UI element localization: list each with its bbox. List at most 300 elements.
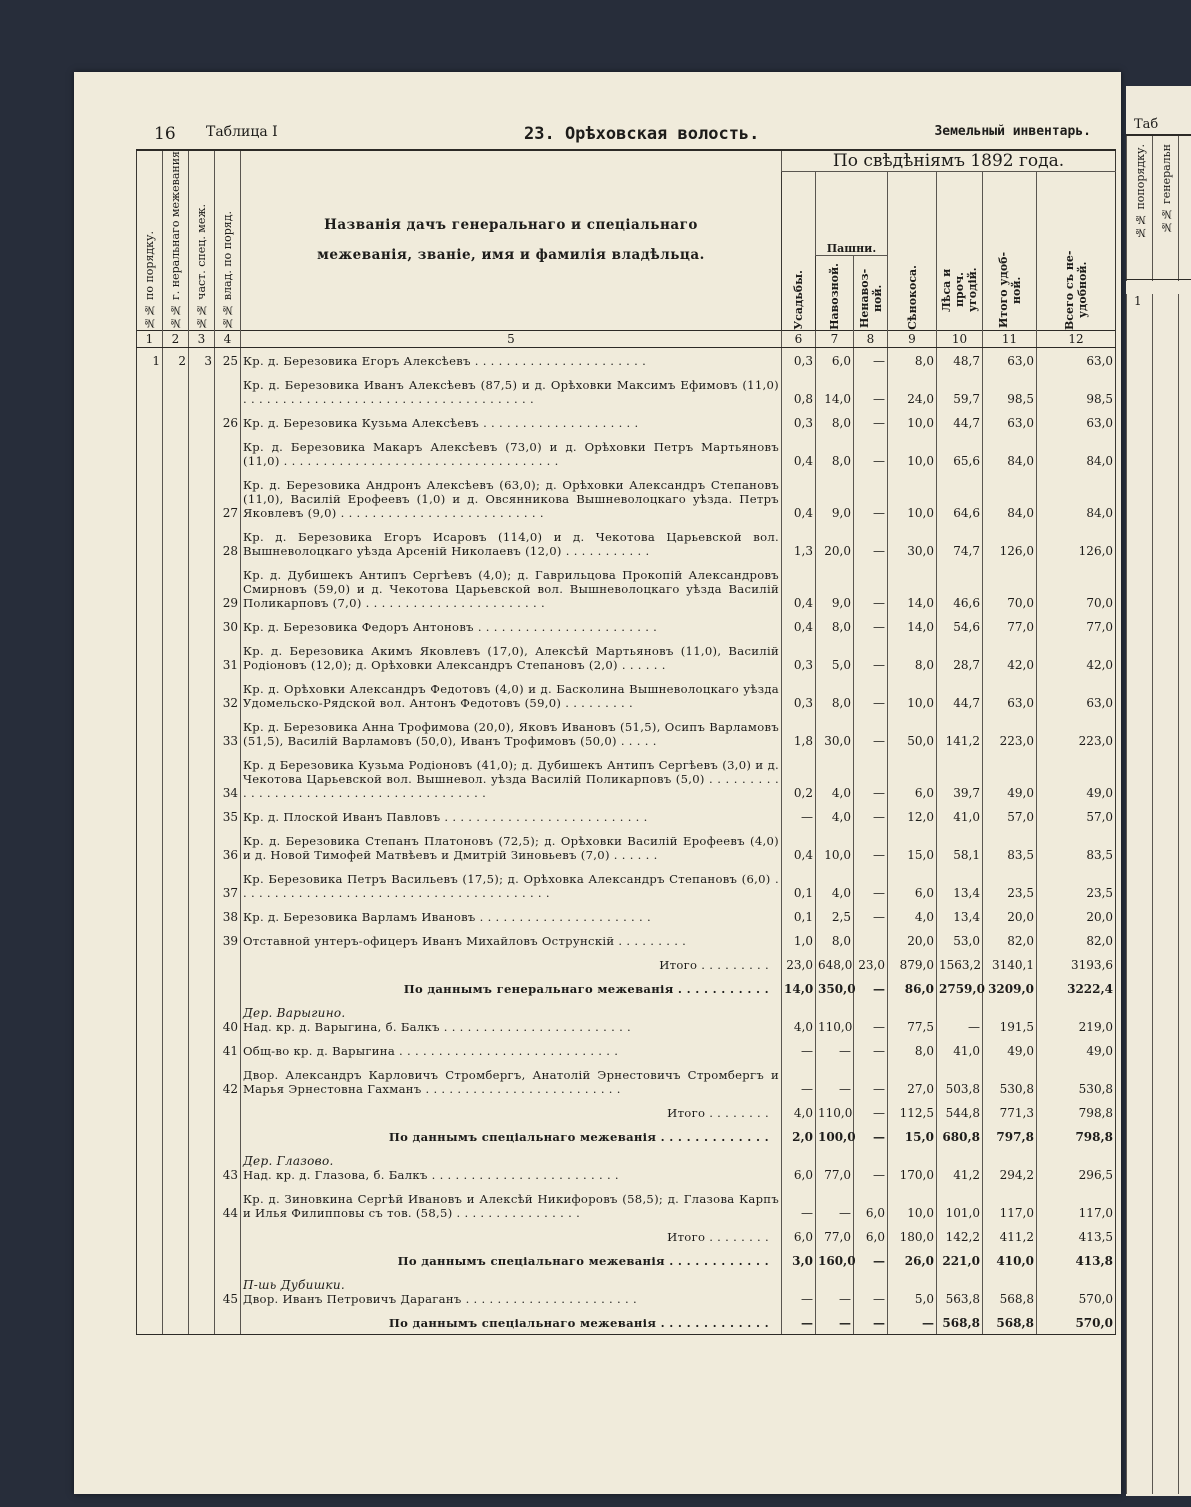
owner-name: Кр. д. Березовика Егоръ Алексѣевъ . . . . . . . . . . . . . . . . . . . . . .	[243, 353, 647, 368]
value-cell-c8: —	[854, 1272, 888, 1310]
table-row	[137, 372, 1116, 410]
value-cell-c10: 13,4	[937, 866, 983, 904]
index-cell-n4: 26	[215, 410, 241, 434]
col-num: 7	[816, 330, 854, 347]
index-cell-n2	[163, 638, 189, 676]
col-num: 6	[782, 330, 816, 347]
value-cell-c11: 771,3	[983, 1100, 1037, 1124]
table-row	[137, 1062, 1116, 1100]
table-row	[137, 347, 1116, 372]
value-cell-c12: 49,0	[1037, 752, 1116, 804]
value-cell-c10: 44,7	[937, 676, 983, 714]
land-inventory-table	[136, 149, 1116, 1335]
col-header-12: Всего съ не-удобной.	[1037, 172, 1116, 331]
value-cell-c7: —	[816, 1062, 854, 1100]
index-cell-n4: 38	[215, 904, 241, 928]
index-cell-n4	[215, 1310, 241, 1335]
index-cell-n2	[163, 1000, 189, 1038]
total-row	[137, 1310, 1116, 1335]
village-label: П-шь Дубишки.	[243, 1277, 345, 1292]
owner-name: Кр. Березовика Петръ Васильевъ (17,5); д. Орѣховка Александръ Степановъ (6,0) . . . . . . . . . . . . . . . . . . . . . . . . . . . . . . . . . . . . . . . .	[243, 871, 779, 900]
value-cell-c8: —	[854, 1000, 888, 1038]
value-cell-c10: 53,0	[937, 928, 983, 952]
owner-name-cell	[241, 372, 782, 410]
index-cell-n2	[163, 1100, 189, 1124]
owner-name-cell	[241, 714, 782, 752]
col-num: 11	[983, 330, 1037, 347]
index-cell-n4: 43	[215, 1148, 241, 1186]
year-header: По свѣдѣніямъ 1892 года.	[782, 150, 1116, 172]
value-cell-c9: 30,0	[888, 524, 937, 562]
owner-name-cell	[241, 1148, 782, 1186]
col-header-10: Лѣса и проч. угодій.	[937, 172, 983, 331]
owner-name: Кр. д. Березовика Кузьма Алексѣевъ . . . . . . . . . . . . . . . . . . . .	[243, 415, 639, 430]
owner-name: Кр. д. Березовика Варламъ Ивановъ . . . . . . . . . . . . . . . . . . . . . .	[243, 909, 651, 924]
total-row	[137, 952, 1116, 976]
index-cell-n4: 36	[215, 828, 241, 866]
value-cell-c7: 10,0	[816, 828, 854, 866]
index-cell-n1	[137, 1272, 163, 1310]
value-cell-c9: 10,0	[888, 1186, 937, 1224]
index-cell-n1	[137, 1100, 163, 1124]
owner-name: Итого . . . . . . . . .	[659, 957, 769, 972]
index-cell-n3	[189, 1224, 215, 1248]
value-cell-c11: 223,0	[983, 714, 1037, 752]
index-cell-n1	[137, 472, 163, 524]
value-cell-c6: 0,2	[782, 752, 816, 804]
value-cell-c8	[854, 928, 888, 952]
col-header-8: Ненавоз-ной.	[854, 255, 888, 330]
book-page	[74, 72, 1121, 1494]
value-cell-c12: 3193,6	[1037, 952, 1116, 976]
value-cell-c10: 41,2	[937, 1148, 983, 1186]
owner-name: По даннымъ спеціальнаго межеванія . . . . . . . . . . . . .	[388, 1129, 769, 1144]
col-num: 8	[854, 330, 888, 347]
index-cell-n3: 3	[189, 347, 215, 372]
table-row	[137, 410, 1116, 434]
value-cell-c12: 798,8	[1037, 1124, 1116, 1148]
value-cell-c6: 0,8	[782, 372, 816, 410]
value-cell-c12: 49,0	[1037, 1038, 1116, 1062]
value-cell-c6: 0,4	[782, 562, 816, 614]
value-cell-c9: 15,0	[888, 828, 937, 866]
index-cell-n4: 41	[215, 1038, 241, 1062]
value-cell-c11: 3140,1	[983, 952, 1037, 976]
index-cell-n3	[189, 866, 215, 904]
value-cell-c9: 10,0	[888, 434, 937, 472]
table-row	[137, 1000, 1116, 1038]
index-cell-n4: 29	[215, 562, 241, 614]
value-cell-c8: 6,0	[854, 1186, 888, 1224]
value-cell-c6: 6,0	[782, 1224, 816, 1248]
index-cell-n3	[189, 1148, 215, 1186]
value-cell-c12: 63,0	[1037, 676, 1116, 714]
value-cell-c12: 117,0	[1037, 1186, 1116, 1224]
index-cell-n2	[163, 828, 189, 866]
value-cell-c11: 117,0	[983, 1186, 1037, 1224]
value-cell-c12: 570,0	[1037, 1272, 1116, 1310]
header-row-1	[137, 150, 1116, 172]
value-cell-c6: 0,1	[782, 904, 816, 928]
owner-name-cell	[241, 472, 782, 524]
value-cell-c11: 82,0	[983, 928, 1037, 952]
value-cell-c8: —	[854, 676, 888, 714]
column-number-row	[137, 330, 1116, 347]
index-cell-n1: 1	[137, 347, 163, 372]
index-cell-n3	[189, 928, 215, 952]
value-cell-c6: —	[782, 1310, 816, 1335]
col-header-11: Итого удоб-ной.	[983, 172, 1037, 331]
value-cell-c10: 101,0	[937, 1186, 983, 1224]
value-cell-c7: 160,0	[816, 1248, 854, 1272]
adjacent-table-label: Таб	[1134, 117, 1159, 132]
value-cell-c7: 648,0	[816, 952, 854, 976]
value-cell-c12: 413,5	[1037, 1224, 1116, 1248]
owner-name: Кр. д. Березовика Федоръ Антоновъ . . . . . . . . . . . . . . . . . . . . . . .	[243, 619, 658, 634]
owner-name-cell	[241, 1038, 782, 1062]
owner-name-cell	[241, 752, 782, 804]
value-cell-c8: —	[854, 1038, 888, 1062]
owner-name: Кр. д. Березовика Макаръ Алексѣевъ (73,0) и д. Орѣховки Петръ Мартьяновъ (11,0) . . . . . . . . . . . . . . . . . . . . . . . . . . . . . . . . . . .	[243, 439, 779, 468]
ledger-body	[137, 347, 1116, 1334]
index-cell-n4	[215, 952, 241, 976]
owner-name: Кр. д. Березовика Иванъ Алексѣевъ (87,5) и д. Орѣховки Максимъ Ефимовъ (11,0) . . . . . . . . . . . . . . . . . . . . . . . . . . . . . . . . . . . . .	[243, 377, 779, 406]
value-cell-c10: 221,0	[937, 1248, 983, 1272]
owner-name: По даннымъ спеціальнаго межеванія . . . . . . . . . . . .	[397, 1253, 769, 1268]
value-cell-c12: 296,5	[1037, 1148, 1116, 1186]
value-cell-c10: 44,7	[937, 410, 983, 434]
value-cell-c10: 46,6	[937, 562, 983, 614]
index-cell-n2	[163, 866, 189, 904]
value-cell-c10: 65,6	[937, 434, 983, 472]
index-cell-n2	[163, 524, 189, 562]
value-cell-c12: 219,0	[1037, 1000, 1116, 1038]
owner-name: Итого . . . . . . . .	[667, 1105, 769, 1120]
owner-name: Кр. д. Березовика Андронъ Алексѣевъ (63,0); д. Орѣховки Александръ Степановъ (11,0), Василій Ерофеевъ (1,0) и д. Овсянникова Вышневолоцкаго уѣзда. Петръ Яковлевъ (9,0) . . . . . . . . . . . . . . . . . . . . . . . . . .	[243, 477, 779, 520]
value-cell-c6: —	[782, 1272, 816, 1310]
owner-name-cell	[241, 1000, 782, 1038]
value-cell-c10: 568,8	[937, 1310, 983, 1335]
value-cell-c9: 112,5	[888, 1100, 937, 1124]
index-cell-n4: 27	[215, 472, 241, 524]
index-cell-n3	[189, 562, 215, 614]
value-cell-c11: 57,0	[983, 804, 1037, 828]
value-cell-c7: 2,5	[816, 904, 854, 928]
value-cell-c6: 0,4	[782, 828, 816, 866]
value-cell-c7: —	[816, 1310, 854, 1335]
value-cell-c12: 570,0	[1037, 1310, 1116, 1335]
col-header-2: №№ г. неральнаго межевания	[163, 150, 189, 330]
index-cell-n3	[189, 434, 215, 472]
owner-name-cell	[241, 1272, 782, 1310]
value-cell-c6: 2,0	[782, 1124, 816, 1148]
index-cell-n3	[189, 372, 215, 410]
value-cell-c8: —	[854, 410, 888, 434]
col-num: 9	[888, 330, 937, 347]
index-cell-n1	[137, 410, 163, 434]
value-cell-c8: 23,0	[854, 952, 888, 976]
index-cell-n1	[137, 952, 163, 976]
total-row	[137, 1124, 1116, 1148]
value-cell-c8: —	[854, 434, 888, 472]
value-cell-c8: —	[854, 562, 888, 614]
owner-name: Кр. д. Зиновкина Сергѣй Ивановъ и Алексѣй Никифоровъ (58,5); д. Глазова Карпъ и Илья Филипповы съ тов. (58,5) . . . . . . . . . . . . . . . .	[243, 1191, 779, 1220]
owner-name-cell	[241, 434, 782, 472]
value-cell-c10: 2759,0	[937, 976, 983, 1000]
value-cell-c8: —	[854, 804, 888, 828]
value-cell-c7: 14,0	[816, 372, 854, 410]
index-cell-n3	[189, 1272, 215, 1310]
value-cell-c9: 8,0	[888, 638, 937, 676]
index-cell-n2	[163, 1310, 189, 1335]
value-cell-c9: 86,0	[888, 976, 937, 1000]
index-cell-n1	[137, 828, 163, 866]
value-cell-c10: 54,6	[937, 614, 983, 638]
value-cell-c9: 5,0	[888, 1272, 937, 1310]
value-cell-c12: 63,0	[1037, 410, 1116, 434]
value-cell-c8: —	[854, 1100, 888, 1124]
index-cell-n1	[137, 928, 163, 952]
col-num: 12	[1037, 330, 1116, 347]
value-cell-c12: 530,8	[1037, 1062, 1116, 1100]
value-cell-c9: 50,0	[888, 714, 937, 752]
table-row	[137, 472, 1116, 524]
index-cell-n3	[189, 638, 215, 676]
index-cell-n3	[189, 1062, 215, 1100]
value-cell-c6: 1,0	[782, 928, 816, 952]
value-cell-c9: 12,0	[888, 804, 937, 828]
index-cell-n1	[137, 866, 163, 904]
value-cell-c9: 10,0	[888, 472, 937, 524]
col-header-6: Усадьбы.	[782, 172, 816, 331]
index-cell-n2	[163, 952, 189, 976]
index-cell-n2	[163, 1124, 189, 1148]
value-cell-c7: 77,0	[816, 1224, 854, 1248]
value-cell-c9: 26,0	[888, 1248, 937, 1272]
index-cell-n4: 42	[215, 1062, 241, 1100]
index-cell-n1	[137, 714, 163, 752]
index-cell-n1	[137, 904, 163, 928]
value-cell-c9: 77,5	[888, 1000, 937, 1038]
owner-name: Кр. д. Орѣховки Александръ Федотовъ (4,0) и д. Басколина Вышневолоцкаго уѣзда Удомельско-Рядской вол. Антонъ Федотовъ (59,0) . . . . . . . . .	[243, 681, 779, 710]
index-cell-n2	[163, 1248, 189, 1272]
value-cell-c8: —	[854, 714, 888, 752]
owner-name-cell	[241, 804, 782, 828]
value-cell-c12: 84,0	[1037, 434, 1116, 472]
owner-name: Кр. д. Березовика Анна Трофимова (20,0), Яковъ Ивановъ (51,5), Осипъ Варламовъ (51,5), Василій Варламовъ (50,0), Иванъ Трофимовъ (50,0) . . . . .	[243, 719, 779, 748]
value-cell-c8: —	[854, 976, 888, 1000]
owner-name: Двор. Александръ Карловичъ Стромбергъ, Анатолій Эрнестовичъ Стромбергъ и Марья Эрнестовна Гахманъ . . . . . . . . . . . . . . . . . . . . . . . . .	[243, 1067, 779, 1096]
index-cell-n1	[137, 1062, 163, 1100]
adjacent-rule	[1152, 294, 1153, 1494]
value-cell-c6: 0,3	[782, 676, 816, 714]
value-cell-c11: 63,0	[983, 676, 1037, 714]
value-cell-c10: 48,7	[937, 347, 983, 372]
index-cell-n2	[163, 410, 189, 434]
table-row	[137, 804, 1116, 828]
adjacent-col-2: №№ генеральн	[1152, 136, 1179, 281]
owner-name-cell	[241, 1310, 782, 1335]
value-cell-c6: —	[782, 1186, 816, 1224]
value-cell-c11: 77,0	[983, 614, 1037, 638]
value-cell-c9: 879,0	[888, 952, 937, 976]
page-number: 16	[154, 124, 176, 144]
index-cell-n2	[163, 1224, 189, 1248]
value-cell-c7: 8,0	[816, 410, 854, 434]
index-cell-n3	[189, 676, 215, 714]
index-cell-n4: 33	[215, 714, 241, 752]
adjacent-body	[1126, 294, 1191, 1494]
value-cell-c8: —	[854, 1248, 888, 1272]
col-num: 5	[241, 330, 782, 347]
value-cell-c11: 126,0	[983, 524, 1037, 562]
col-header-3: №№ част. спец. меж.	[189, 150, 215, 330]
value-cell-c12: 42,0	[1037, 638, 1116, 676]
col-num: 3	[189, 330, 215, 347]
value-cell-c9: 4,0	[888, 904, 937, 928]
adjacent-first-num: 1	[1134, 294, 1142, 308]
owner-name-cell	[241, 952, 782, 976]
value-cell-c6: 0,3	[782, 410, 816, 434]
index-cell-n4: 25	[215, 347, 241, 372]
value-cell-c10: 13,4	[937, 904, 983, 928]
owner-name-cell	[241, 866, 782, 904]
value-cell-c6: 0,3	[782, 638, 816, 676]
value-cell-c9: 6,0	[888, 752, 937, 804]
value-cell-c6: —	[782, 804, 816, 828]
index-cell-n1	[137, 562, 163, 614]
value-cell-c6: 4,0	[782, 1100, 816, 1124]
table-row	[137, 1148, 1116, 1186]
value-cell-c9: 6,0	[888, 866, 937, 904]
index-cell-n1	[137, 524, 163, 562]
owner-name: Над. кр. д. Варыгина, б. Балкъ . . . . . . . . . . . . . . . . . . . . . . . .	[243, 1019, 632, 1034]
owner-name: По даннымъ генеральнаго межеванія . . . . . . . . . . .	[403, 981, 769, 996]
value-cell-c9: 14,0	[888, 614, 937, 638]
value-cell-c9: 24,0	[888, 372, 937, 410]
value-cell-c8: —	[854, 752, 888, 804]
value-cell-c6: 6,0	[782, 1148, 816, 1186]
value-cell-c9: —	[888, 1310, 937, 1335]
table-row	[137, 928, 1116, 952]
value-cell-c11: 83,5	[983, 828, 1037, 866]
value-cell-c7: 4,0	[816, 804, 854, 828]
value-cell-c11: 568,8	[983, 1272, 1037, 1310]
value-cell-c12: 83,5	[1037, 828, 1116, 866]
value-cell-c11: 42,0	[983, 638, 1037, 676]
value-cell-c9: 14,0	[888, 562, 937, 614]
value-cell-c10: 41,0	[937, 1038, 983, 1062]
index-cell-n1	[137, 1038, 163, 1062]
table-row	[137, 434, 1116, 472]
owner-name-cell	[241, 976, 782, 1000]
value-cell-c11: 530,8	[983, 1062, 1037, 1100]
index-cell-n4	[215, 434, 241, 472]
index-cell-n1	[137, 372, 163, 410]
index-cell-n2	[163, 372, 189, 410]
value-cell-c6: 1,3	[782, 524, 816, 562]
value-cell-c12: 98,5	[1037, 372, 1116, 410]
value-cell-c8: —	[854, 638, 888, 676]
index-cell-n4	[215, 1124, 241, 1148]
owner-name-cell	[241, 1062, 782, 1100]
value-cell-c11: 63,0	[983, 347, 1037, 372]
total-row	[137, 1224, 1116, 1248]
owner-name-cell	[241, 614, 782, 638]
value-cell-c7: 8,0	[816, 434, 854, 472]
owner-name: По даннымъ спеціальнаго межеванія . . . . . . . . . . . . .	[388, 1315, 769, 1330]
value-cell-c7: 30,0	[816, 714, 854, 752]
value-cell-c7: 9,0	[816, 562, 854, 614]
index-cell-n4: 35	[215, 804, 241, 828]
index-cell-n1	[137, 614, 163, 638]
village-label: Дер. Глазово.	[243, 1153, 334, 1168]
index-cell-n1	[137, 638, 163, 676]
value-cell-c8: —	[854, 1124, 888, 1148]
index-cell-n1	[137, 1224, 163, 1248]
owner-name-cell	[241, 928, 782, 952]
value-cell-c7: 4,0	[816, 752, 854, 804]
index-cell-n3	[189, 804, 215, 828]
pashni-header: Пашни.	[816, 172, 888, 256]
owner-name-cell	[241, 1248, 782, 1272]
value-cell-c6: 23,0	[782, 952, 816, 976]
value-cell-c12: 70,0	[1037, 562, 1116, 614]
table-row	[137, 524, 1116, 562]
value-cell-c12: 3222,4	[1037, 976, 1116, 1000]
value-cell-c10: 141,2	[937, 714, 983, 752]
value-cell-c11: 49,0	[983, 752, 1037, 804]
value-cell-c11: 294,2	[983, 1148, 1037, 1186]
index-cell-n3	[189, 614, 215, 638]
table-row	[137, 714, 1116, 752]
index-cell-n4	[215, 1248, 241, 1272]
value-cell-c10: 680,8	[937, 1124, 983, 1148]
value-cell-c10: 142,2	[937, 1224, 983, 1248]
index-cell-n3	[189, 904, 215, 928]
index-cell-n3	[189, 524, 215, 562]
index-cell-n2	[163, 804, 189, 828]
index-cell-n1	[137, 1148, 163, 1186]
value-cell-c7: —	[816, 1038, 854, 1062]
table-row	[137, 614, 1116, 638]
value-cell-c6: —	[782, 1062, 816, 1100]
index-cell-n2	[163, 1186, 189, 1224]
value-cell-c12: 84,0	[1037, 472, 1116, 524]
owner-name: Общ-во кр. д. Варыгина . . . . . . . . . . . . . . . . . . . . . . . . . . . .	[243, 1043, 619, 1058]
value-cell-c8: —	[854, 372, 888, 410]
index-cell-n1	[137, 976, 163, 1000]
value-cell-c10: 563,8	[937, 1272, 983, 1310]
value-cell-c11: 191,5	[983, 1000, 1037, 1038]
table-row	[137, 676, 1116, 714]
owner-name: Кр. д. Дубишекъ Антипъ Сергѣевъ (4,0); д. Гаврильцова Прокопій Александровъ Смирновъ (59,0) и д. Чекотова Царьевской вол. Вышневолоцкаго уѣзда Василій Поликарповъ (7,0) . . . . . . . . . . . . . . . . . . . . . . .	[243, 567, 779, 610]
index-cell-n2	[163, 1148, 189, 1186]
index-cell-n4: 32	[215, 676, 241, 714]
col-num: 10	[937, 330, 983, 347]
adjacent-rule	[1178, 294, 1179, 1494]
value-cell-c7: 6,0	[816, 347, 854, 372]
table-row	[137, 562, 1116, 614]
col-header-4: №№ влад. по поряд.	[215, 150, 241, 330]
owner-name-cell	[241, 638, 782, 676]
owner-name-cell	[241, 828, 782, 866]
index-cell-n3	[189, 472, 215, 524]
col-num: 4	[215, 330, 241, 347]
index-cell-n3	[189, 1038, 215, 1062]
value-cell-c7: 110,0	[816, 1100, 854, 1124]
col-header-title: Названія дачъ генеральнаго и спеціальнаго межеванія, званіе, имя и фамилія владѣльца.	[241, 150, 782, 330]
